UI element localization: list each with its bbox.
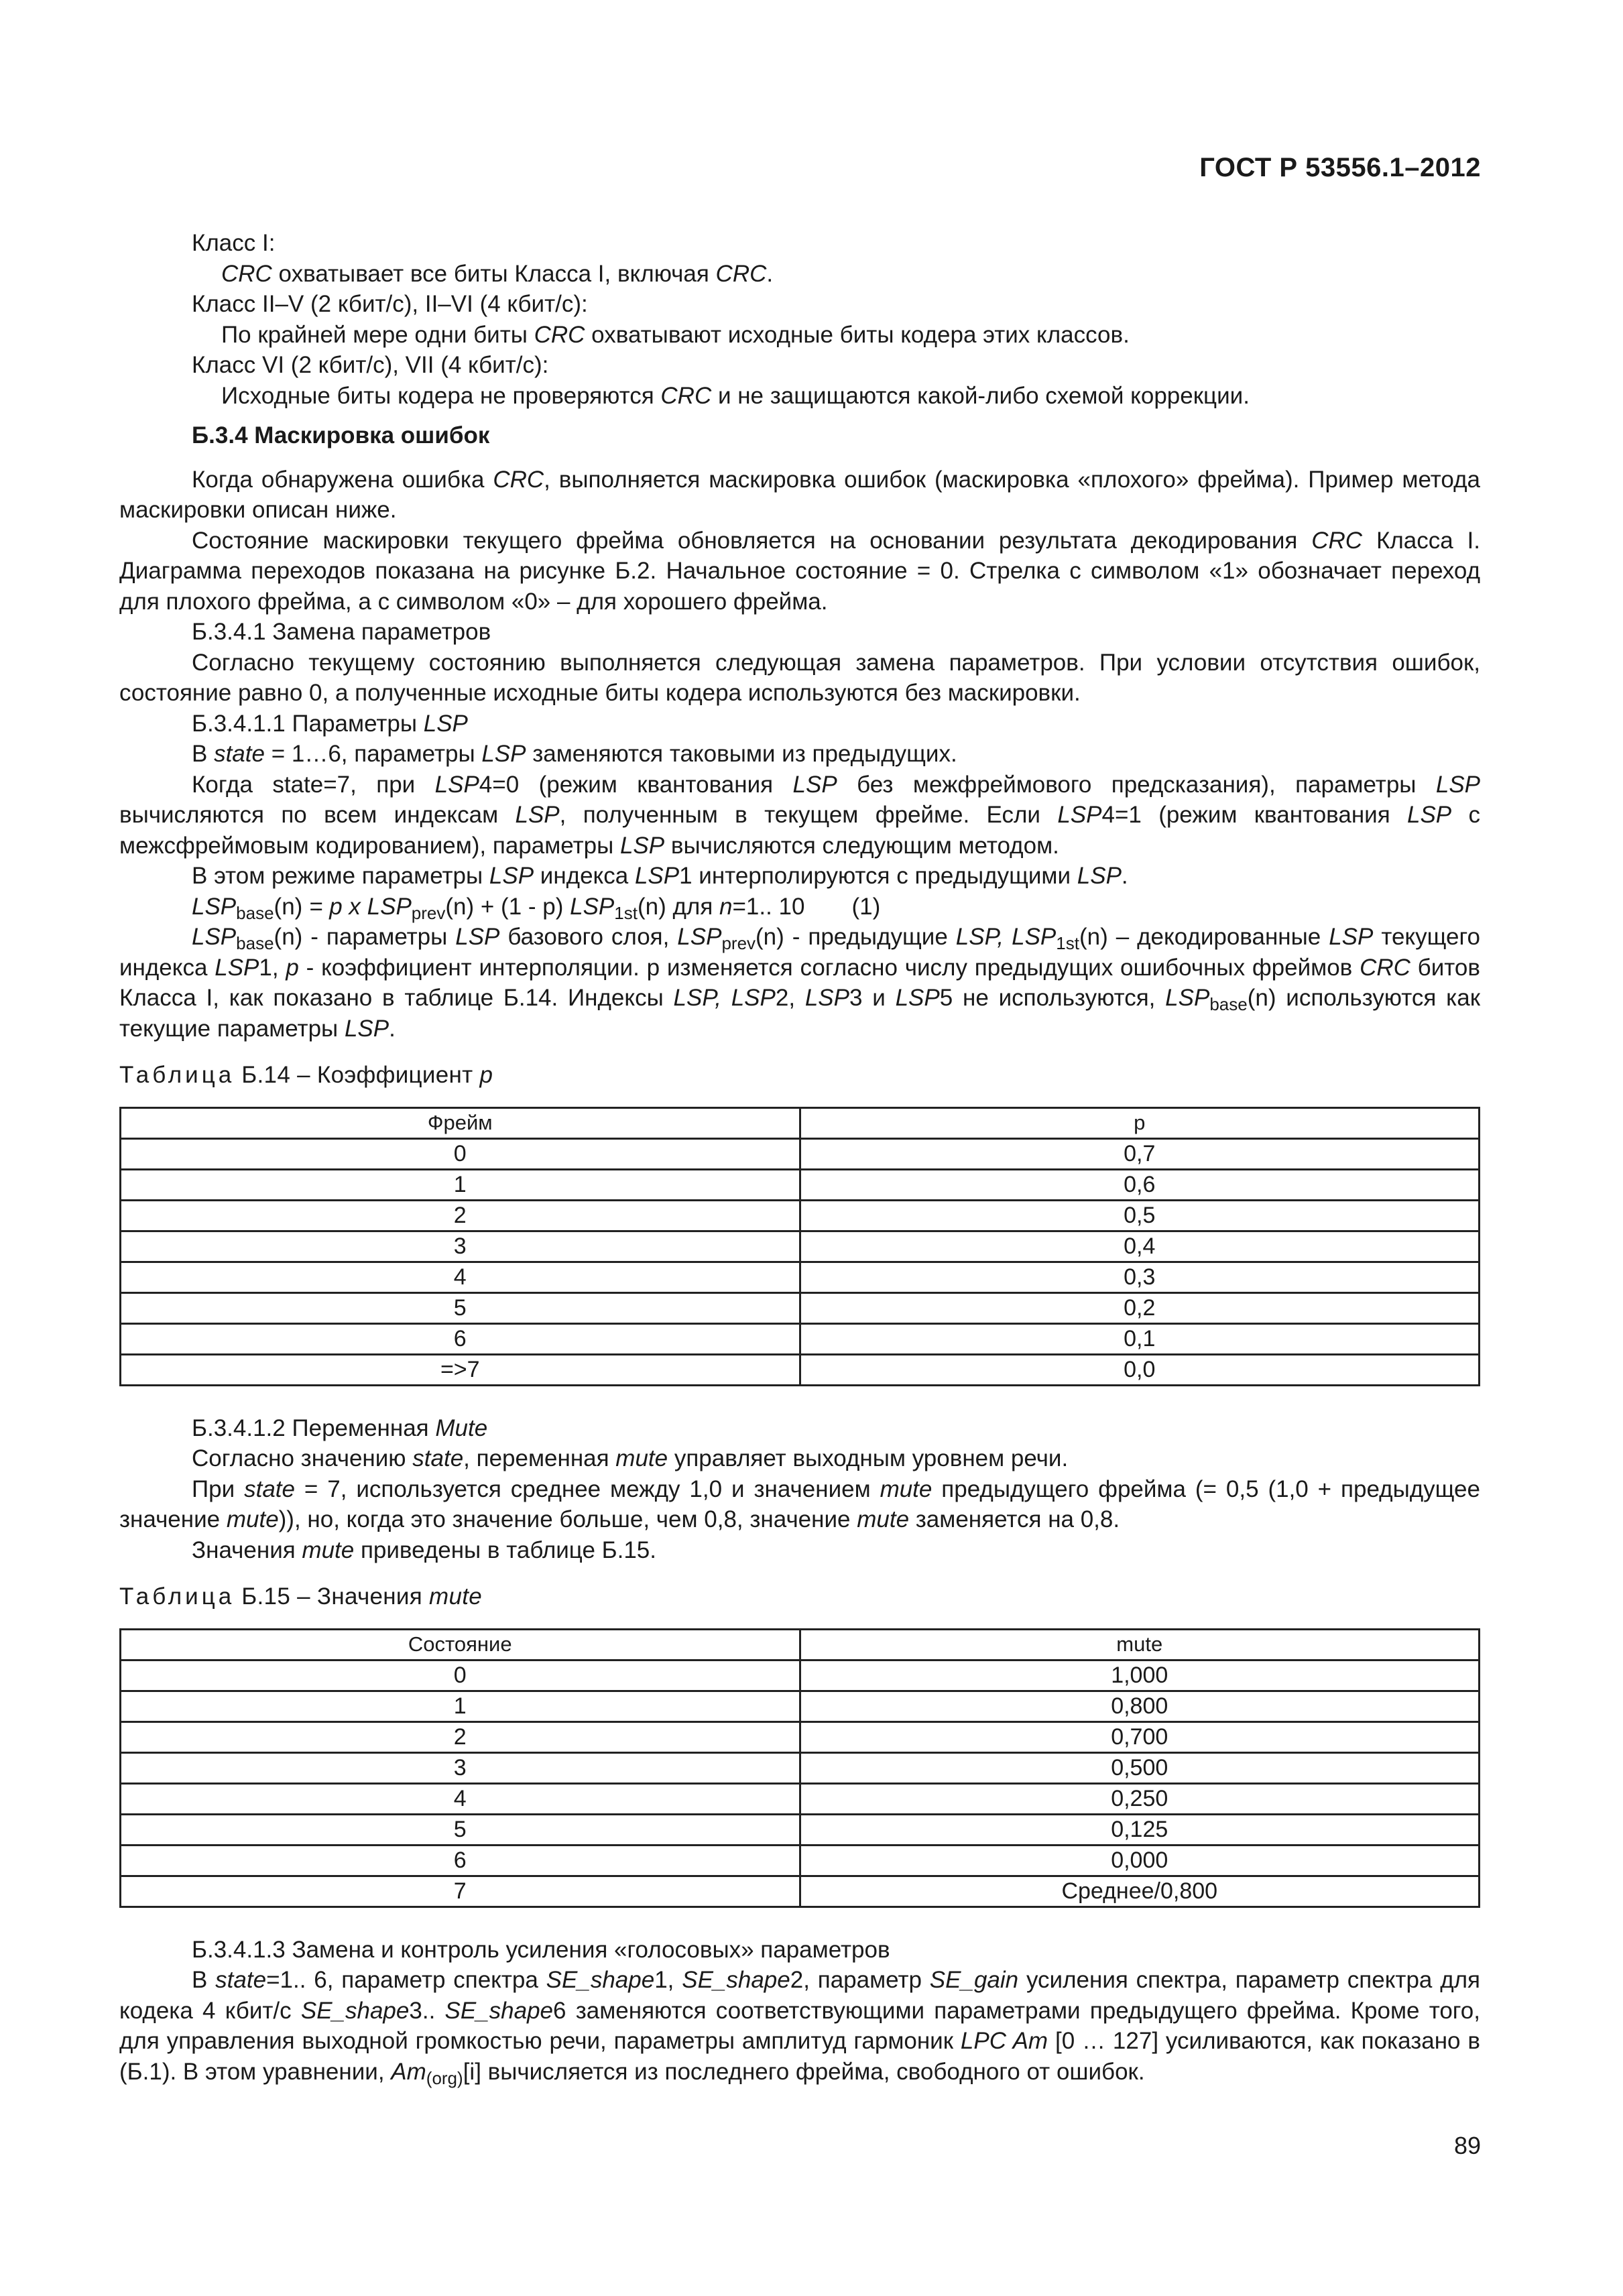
- table-cell: 0,700: [800, 1721, 1480, 1752]
- table-cell: 0,125: [800, 1814, 1480, 1845]
- table-row: [121, 1845, 1480, 1876]
- table-cell: 1: [121, 1169, 800, 1200]
- document-id: ГОСТ Р 53556.1–2012: [1199, 153, 1481, 182]
- table-cell: 2: [121, 1721, 800, 1752]
- table-row: [121, 1876, 1480, 1907]
- crc-term: CRC: [534, 321, 585, 348]
- table-cell: 4: [121, 1262, 800, 1292]
- table-cell: 0,800: [800, 1691, 1480, 1721]
- lsp-paragraph-3: В этом режиме параметры LSP индекса LSP1 интерполируются с предыдущими LSP.: [192, 863, 1128, 889]
- table-b14: [119, 1107, 1480, 1386]
- table-header-row: [121, 1107, 1480, 1138]
- section-heading: Б.3.4 Маскировка ошибок: [192, 422, 490, 448]
- column-header-mute: mute: [800, 1629, 1480, 1660]
- table-cell: 3: [121, 1231, 800, 1262]
- table-row: [121, 1231, 1480, 1262]
- lsp-paragraph-2: Когда state=7, при LSP4=0 (режим квантования LSP без межфреймового предсказания), параметры LSP вычисляются по всем индексам LSP, полученным в текущем фрейме. Если LSP4=1 (режим квантования LSP с межсфреймовым кодированием), параметры LSP вычисляются следующим методом.: [119, 771, 1481, 859]
- subsection-title-b341: Б.3.4.1 Замена параметров: [192, 619, 491, 645]
- table-row: [121, 1200, 1480, 1231]
- table-cell: 7: [121, 1876, 800, 1907]
- table-cell: 0: [121, 1138, 800, 1169]
- table-row: [121, 1138, 1480, 1169]
- subsection-title-b3411: Б.3.4.1.1 Параметры LSP: [192, 710, 468, 737]
- crc-term: CRC: [715, 260, 767, 287]
- table-row: [121, 1752, 1480, 1783]
- table-cell: 0,0: [800, 1354, 1480, 1385]
- table-row: [121, 1169, 1480, 1200]
- table-row: [121, 1660, 1480, 1691]
- mute-paragraph-1: Согласно значению state, переменная mute управляет выходным уровнем речи.: [192, 1445, 1069, 1471]
- table-cell: 0,250: [800, 1783, 1480, 1814]
- column-header-state: Состояние: [121, 1629, 800, 1660]
- table-cell: 3: [121, 1752, 800, 1783]
- class2-text: По крайней мере одни биты CRC охватывают исходные биты кодера этих классов.: [221, 321, 1130, 348]
- table-row: [121, 1783, 1480, 1814]
- subsection-text-b341: Согласно текущему состоянию выполняется следующая замена параметров. При условии отсутствия ошибок, состояние равно 0, а полученные исходные биты кодера используются без маскировки.: [119, 649, 1480, 706]
- gain-paragraph: В state=1.. 6, параметр спектра SE_shape1, SE_shape2, параметр SE_gain усиления спектра, параметр спектра для кодека 4 кбит/с SE_shape3.. SE_shape6 заменяются соответствующими параметрами предыдущего фрейма. Кроме того, для управления выходной громкостью речи, параметры амплитуд гармоник LPC Am [0 … 127] усиливаются, как показано в (Б.1). В этом уравнении, $Am_{(org)}[i]$ вычисляется из последнего фрейма, свободного от ошибок.: [119, 1967, 1480, 2088]
- table-cell: =>7: [121, 1354, 800, 1385]
- table-cell: 0,5: [800, 1200, 1480, 1231]
- table-b15: [119, 1628, 1480, 1908]
- gain-section-title: Б.3.4.1.3 Замена и контроль усиления «голосовых» параметров: [192, 1936, 890, 1963]
- table-header-row: [121, 1629, 1480, 1660]
- column-header-frame: Фрейм: [121, 1107, 800, 1138]
- class3-text: Исходные биты кодера не проверяются CRC и не защищаются какой-либо схемой коррекции.: [221, 382, 1250, 409]
- table-row: [121, 1262, 1480, 1292]
- class3-label: Класс VI (2 кбит/с), VII (4 кбит/с):: [192, 352, 549, 378]
- table-row: [121, 1292, 1480, 1323]
- table-cell: 0,500: [800, 1752, 1480, 1783]
- table-cell: 0,6: [800, 1169, 1480, 1200]
- table-cell: 2: [121, 1200, 800, 1231]
- table-row: [121, 1721, 1480, 1752]
- crc-term: CRC: [660, 382, 712, 409]
- class2-label: Класс II–V (2 кбит/с), II–VI (4 кбит/с):: [192, 291, 588, 317]
- table15-caption: Таблица Б.15 – Значения mute: [119, 1583, 483, 1610]
- section-paragraph-1: Когда обнаружена ошибка CRC, выполняется маскировка ошибок (маскировка «плохого» фрейма). Пример метода маскировки описан ниже.: [119, 466, 1480, 523]
- table-cell: 5: [121, 1814, 800, 1845]
- table-cell: 5: [121, 1292, 800, 1323]
- table-cell: 0,7: [800, 1138, 1480, 1169]
- table-cell: 6: [121, 1845, 800, 1876]
- mute-section-title: Б.3.4.1.2 Переменная Mute: [192, 1414, 488, 1441]
- crc-term: CRC: [221, 260, 272, 287]
- formula-1: $LSP_{base}(n) = p$ x $LSP_{prev}(n) + (1 - p)$ $LSP_{1st}(n)$ для n=1.. 10 (1): [192, 893, 881, 923]
- table-cell: Среднее/0,800: [800, 1876, 1480, 1907]
- table-row: [121, 1323, 1480, 1354]
- table-cell: 1: [121, 1691, 800, 1721]
- table-cell: 0,3: [800, 1262, 1480, 1292]
- column-header-p: p: [800, 1107, 1480, 1138]
- table-row: [121, 1814, 1480, 1845]
- table-row: [121, 1691, 1480, 1721]
- table-cell: 1,000: [800, 1660, 1480, 1691]
- table14-caption: Таблица Б.14 – Коэффициент p: [119, 1062, 493, 1088]
- mute-paragraph-2: При state = 7, используется среднее между 1,0 и значением mute предыдущего фрейма (= 0,5 (1,0 + предыдущее значение mute)), но, когда это значение больше, чем 0,8, значение mute заменяется на 0,8.: [119, 1475, 1480, 1532]
- page-content: [119, 228, 1480, 2087]
- table-cell: 0,4: [800, 1231, 1480, 1262]
- class1-label: Класс I:: [192, 230, 276, 256]
- formula-explanation: $LSP_{base}(n)$ - параметры LSP базового слоя, $LSP_{prev}(n)$ - предыдущие LSP, $LSP_{1st}(n)$ – декодированные LSP текущего индекса LSP1, p - коэффициент интерполяции. p изменяется согласно числу предыдущих ошибочных фреймов CRC битов Класса I, как показано в таблице Б.14. Индексы LSP, LSP2, LSP3 и LSP5 не используются, $LSP_{base}(n)$ используются как текущие параметры LSP.: [119, 924, 1481, 1042]
- table-cell: 0,1: [800, 1323, 1480, 1354]
- lsp-paragraph-1: В state = 1…6, параметры LSP заменяются таковыми из предыдущих.: [192, 741, 957, 767]
- page-number: 89: [1453, 2132, 1481, 2159]
- table-cell: 4: [121, 1783, 800, 1814]
- section-paragraph-2: Состояние маскировки текущего фрейма обновляется на основании результата декодирования CRC Класса I. Диаграмма переходов показана на рисунке Б.2. Начальное состояние = 0. Стрелка с символом «1» обозначает переход для плохого фрейма, а с символом «0» – для хорошего фрейма.: [119, 527, 1480, 615]
- table-cell: 0,2: [800, 1292, 1480, 1323]
- table-cell: 0: [121, 1660, 800, 1691]
- table-cell: 6: [121, 1323, 800, 1354]
- table-row: [121, 1354, 1480, 1385]
- class1-text: CRC охватывает все биты Класса I, включая CRC.: [221, 260, 774, 287]
- table-cell: 0,000: [800, 1845, 1480, 1876]
- formula-number: (1): [851, 893, 881, 920]
- mute-paragraph-3: Значения mute приведены в таблице Б.15.: [192, 1536, 656, 1563]
